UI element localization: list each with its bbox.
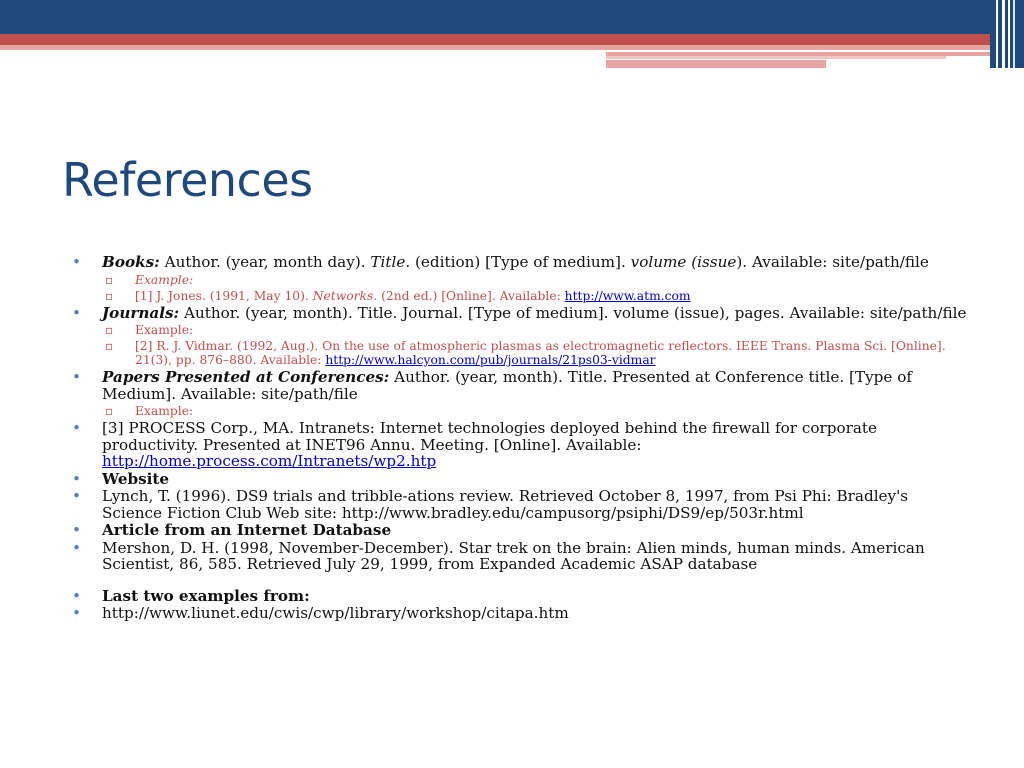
list-item-papers (72, 369, 972, 402)
sub-item-example (72, 273, 972, 287)
list-item-article (72, 522, 972, 539)
list-item-lynch (72, 488, 972, 521)
list-item-last (72, 588, 972, 605)
liunet-text: http://www.liunet.edu/cwis/cwp/library/workshop/citapa.htm (102, 604, 569, 622)
atm-link[interactable]: http://www.atm.com (564, 288, 691, 303)
bullet-icon: • (72, 538, 81, 557)
reference-title: Networks (312, 288, 374, 303)
bullet-icon: • (72, 469, 81, 488)
sub-bullet-icon: ▫ (105, 404, 114, 418)
bullet-icon: • (72, 368, 81, 386)
reference-text: [1] J. Jones. (1991, May 10). (135, 288, 313, 303)
reference-text: . (2nd ed.) [Online]. Available: (373, 288, 565, 303)
bullet-icon: • (72, 487, 81, 505)
books-text: (edition) [Type of medium]. (410, 253, 631, 271)
website-heading: Website (102, 469, 170, 488)
books-volume: volume (issue (630, 253, 737, 271)
list-item-mershon (72, 540, 972, 573)
header-bar-red (0, 34, 1024, 45)
bullet-icon: • (72, 303, 81, 322)
books-text: Author. (year, month day). (159, 253, 371, 271)
bullet-icon: • (72, 419, 81, 437)
example-label: Example: (135, 272, 194, 287)
process-text: [3] PROCESS Corp., MA. Intranets: Internet technologies deployed behind the firewall for corporate productivity. Presented at INET96 Annu. Meeting. [Online]. Available: (102, 419, 877, 454)
example-label: Example: (135, 404, 194, 418)
lynch-text: Lynch, T. (1996). DS9 trials and tribble-ations review. Retrieved October 8, 1997, from Psi Phi: Bradley's Science Fiction Club Web site: http://www.bradley.edu/campusorg/psiphi/DS9/ep/503r.html (102, 487, 909, 522)
process-link[interactable]: http://home.process.com/Intranets/wp2.htp (102, 452, 437, 470)
journals-text: Author. (year, month). Title. Journal. [Type of medium]. volume (issue), pages. Available: site/path/file (179, 303, 967, 322)
list-item-books (72, 254, 972, 271)
sub-item-example (72, 404, 972, 418)
header-bar-blue (0, 0, 1024, 34)
bullet-icon: • (72, 521, 81, 539)
bullet-icon: • (72, 586, 81, 605)
list-item-process (72, 420, 972, 470)
sub-bullet-icon: ▫ (105, 288, 114, 303)
mershon-text: Mershon, D. H. (1998, November-December). Star trek on the brain: Alien minds, human minds. American Scientist, 86, 585. Retrieved July 29, 1999, from Expanded Academic ASAP database (102, 538, 925, 573)
halcyon-link[interactable]: http://www.halcyon.com/pub/journals/21ps03-vidmar (325, 353, 656, 367)
papers-label: Papers Presented at Conferences: (102, 368, 390, 386)
bullet-icon: • (72, 253, 81, 271)
last-heading: Last two examples from: (102, 586, 310, 605)
header-accent-line (606, 56, 946, 59)
sub-item-reference (72, 289, 972, 303)
sub-bullet-icon: ▫ (105, 272, 114, 287)
spacer (72, 574, 972, 588)
reference-list (72, 254, 972, 623)
list-item-journals (72, 305, 972, 322)
books-title: Title. (370, 253, 411, 271)
books-label: Books: (102, 253, 160, 271)
sub-item-reference (72, 339, 972, 367)
journals-label: Journals: (102, 303, 180, 322)
reference-text: [2] R. J. Vidmar. (1992, Aug.). On the use of atmospheric plasmas as electromagnetic reflectors. IEEE Trans. Plasma Sci. [Online]. 21(3), pp. 876–880. Available: (135, 339, 946, 367)
sub-item-example (72, 323, 972, 337)
bullet-icon: • (72, 604, 81, 622)
header-stripes (990, 0, 1024, 68)
sub-bullet-icon: ▫ (105, 323, 114, 337)
header-accent-line (606, 52, 1024, 56)
papers-text: Author. (year, month). Title. Presented at Conference title. [Type of Medium]. Available: site/path/file (102, 368, 912, 403)
slide-title: References (62, 153, 313, 207)
books-text: ). Available: site/path/file (736, 253, 929, 271)
header-accent-line (606, 60, 826, 68)
list-item-liunet (72, 605, 972, 622)
sub-bullet-icon: ▫ (105, 339, 114, 353)
example-label: Example: (135, 323, 194, 337)
header-bar-pink (0, 45, 1024, 50)
article-heading: Article from an Internet Database (102, 521, 392, 539)
list-item-website (72, 471, 972, 488)
